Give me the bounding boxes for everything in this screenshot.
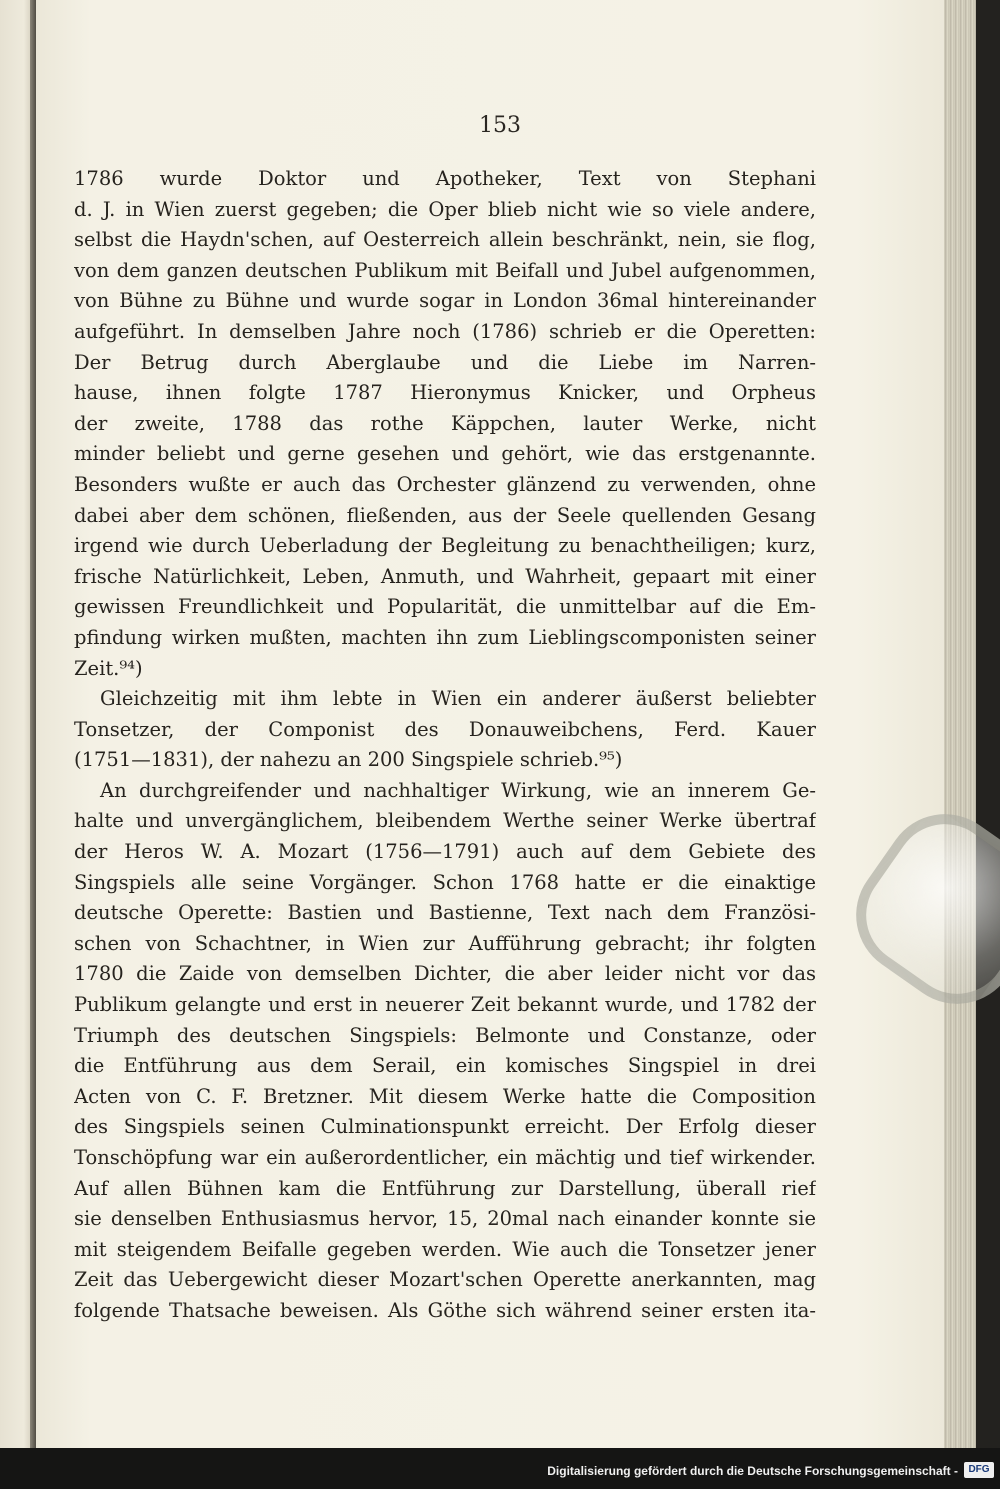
text-line-1: 1786 wurde Doktor und Apotheker, Text von Stephani xyxy=(74,167,816,190)
text-line-9: der zweite, 1788 das rothe Käppchen, lauter Werke, nicht xyxy=(74,411,816,435)
text-line-6: aufgeführt. In demselben Jahre noch (1786) schrieb er die Operetten: xyxy=(74,319,816,343)
text-line-3: selbst die Haydn'schen, auf Oesterreich allein beschränkt, nein, sie flog, xyxy=(74,228,816,252)
text-line-14: frische Natürlichkeit, Leben, Anmuth, und Wahrheit, gepaart mit einer xyxy=(74,564,816,588)
digitization-credit: Digitalisierung gefördert durch die Deutsche Forschungsgemeinschaft - xyxy=(547,1464,958,1478)
page-body-text xyxy=(74,164,816,1327)
text-line-17: Zeit.⁹⁴) xyxy=(74,656,143,680)
text-line-18: Gleichzeitig mit ihm lebte in Wien ein anderer äußerst beliebter xyxy=(100,687,816,711)
text-line-30: die Entführung aus dem Serail, ein komisches Singspiel in drei xyxy=(74,1054,816,1078)
text-line-15: gewissen Freundlichkeit und Popularität, die unmittelbar auf die Em- xyxy=(74,595,816,619)
text-line-5: von Bühne zu Bühne und wurde sogar in London 36mal hintereinander xyxy=(74,289,816,313)
text-line-22: halte und unvergänglichem, bleibendem Werthe seiner Werke übertraf xyxy=(74,809,816,833)
text-line-11: Besonders wußte er auch das Orchester glänzend zu verwenden, ohne xyxy=(74,472,816,496)
text-line-20: (1751—1831), der nahezu an 200 Singspiele schrieb.⁹⁵) xyxy=(74,748,623,772)
page-number: 153 xyxy=(479,113,521,138)
text-line-21: An durchgreifender und nachhaltiger Wirkung, wie an innerem Ge- xyxy=(100,778,816,802)
text-line-28: Publikum gelangte und erst in neuerer Zeit bekannt wurde, und 1782 der xyxy=(74,993,816,1017)
text-line-16: pfindung wirken mußten, machten ihn zum Lieblingscomponisten seiner xyxy=(74,625,816,649)
text-line-37: Zeit das Uebergewicht dieser Mozart'schen Operette anerkannten, mag xyxy=(74,1268,816,1292)
text-line-10: minder beliebt und gerne gesehen und gehört, wie das erstgenannte. xyxy=(74,442,816,466)
text-line-31: Acten von C. F. Bretzner. Mit diesem Werke hatte die Composition xyxy=(74,1084,816,1108)
text-line-35: sie denselben Enthusiasmus hervor, 15, 20mal nach einander konnte sie xyxy=(74,1207,816,1231)
text-line-29: Triumph des deutschen Singspiels: Belmonte und Constanze, oder xyxy=(74,1023,816,1047)
text-line-13: irgend wie durch Ueberladung der Begleitung zu benachtheiligen; kurz, xyxy=(74,534,816,558)
text-line-4: von dem ganzen deutschen Publikum mit Beifall und Jubel aufgenommen, xyxy=(74,258,816,282)
scan-border-right xyxy=(976,0,1000,1448)
text-line-2: d. J. in Wien zuerst gegeben; die Oper blieb nicht wie so viele andere, xyxy=(74,197,816,221)
text-line-23: der Heros W. A. Mozart (1756—1791) auch auf dem Gebiete des xyxy=(74,840,816,864)
left-page-edge xyxy=(0,0,34,1448)
text-line-27: 1780 die Zaide von demselben Dichter, die aber leider nicht vor das xyxy=(74,962,816,986)
text-line-33: Tonschöpfung war ein außerordentlicher, ein mächtig und tief wirkender. xyxy=(74,1146,816,1169)
text-line-26: schen von Schachtner, in Wien zur Aufführung gebracht; ihr folgten xyxy=(74,931,816,955)
text-line-25: deutsche Operette: Bastien und Bastienne, Text nach dem Französi- xyxy=(74,901,816,925)
text-line-12: dabei aber dem schönen, fließenden, aus der Seele quellenden Gesang xyxy=(74,503,816,527)
text-line-7: Der Betrug durch Aberglaube und die Liebe im Narren- xyxy=(74,350,816,374)
text-line-24: Singspiels alle seine Vorgänger. Schon 1768 hatte er die einaktige xyxy=(74,870,816,894)
page-edges-stack xyxy=(944,0,978,1448)
dfg-logo: DFG xyxy=(964,1462,994,1478)
text-line-19: Tonsetzer, der Componist des Donauweibchens, Ferd. Kauer xyxy=(74,717,816,741)
text-line-34: Auf allen Bühnen kam die Entführung zur Darstellung, überall rief xyxy=(74,1176,816,1200)
text-line-32: des Singspiels seinen Culminationspunkt erreicht. Der Erfolg dieser xyxy=(74,1115,816,1139)
text-line-36: mit steigendem Beifalle gegeben werden. Wie auch die Tonsetzer jener xyxy=(74,1237,816,1261)
text-line-38: folgende Thatsache beweisen. Als Göthe sich während seiner ersten ita- xyxy=(74,1298,816,1322)
text-line-8: hause, ihnen folgte 1787 Hieronymus Knicker, und Orpheus xyxy=(74,381,816,405)
